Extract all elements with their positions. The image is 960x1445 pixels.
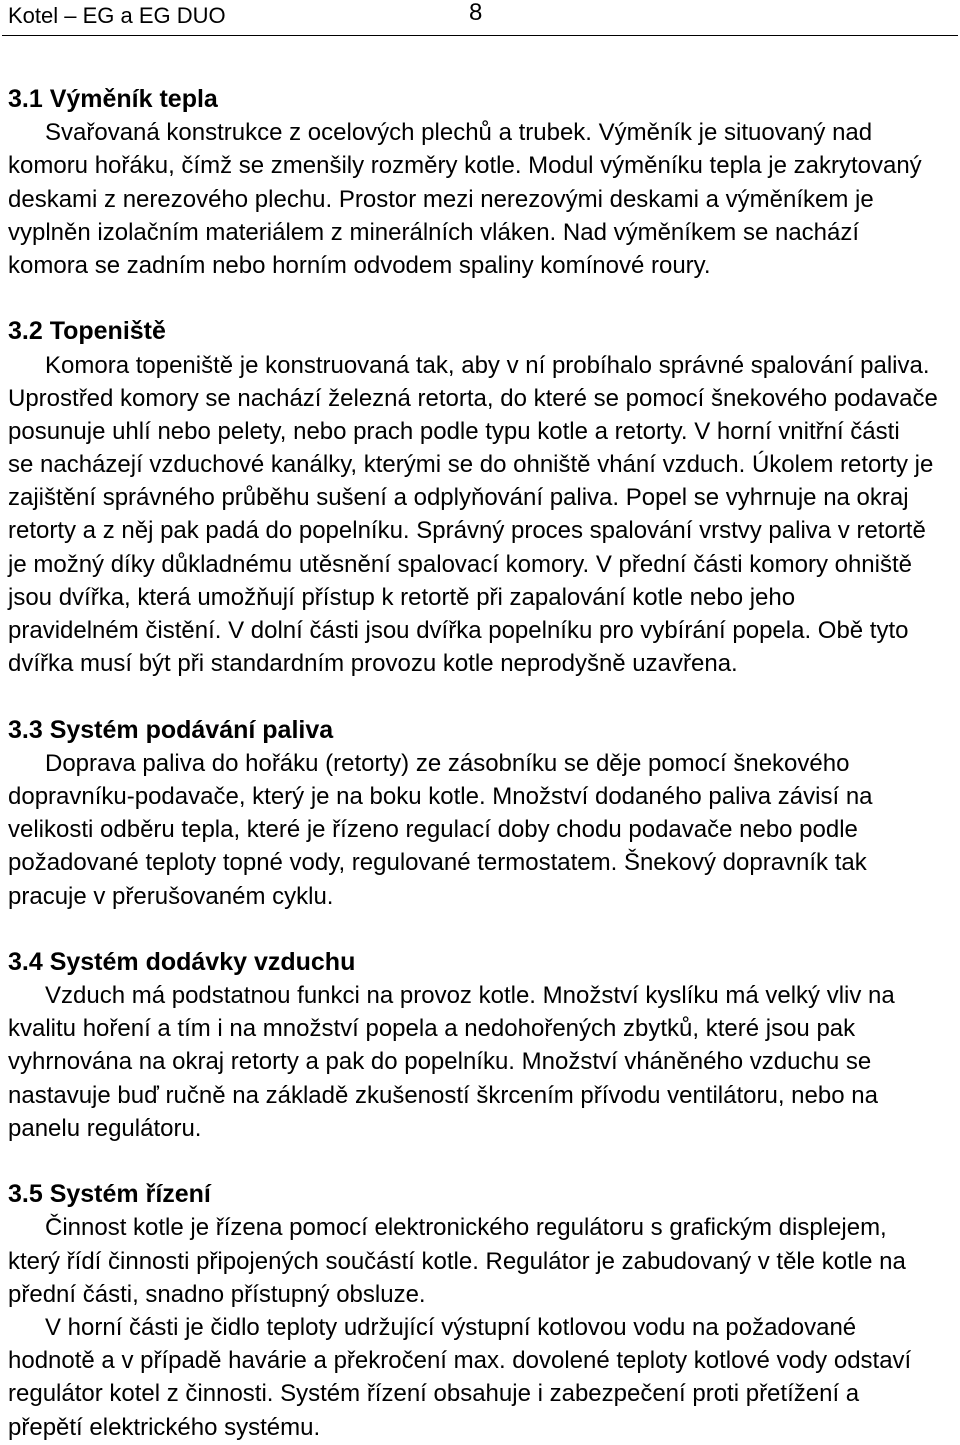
section-3-5 xyxy=(8,1178,952,1444)
paragraph xyxy=(8,979,952,1145)
text-line: velikosti odběru tepla, které je řízeno regulací doby chodu podavače nebo podle xyxy=(8,816,858,844)
section-3-3 xyxy=(8,714,952,913)
text-line: kvalitu hoření a tím i na množství popela a nedohořených zbytků, které jsou pak xyxy=(8,1015,856,1043)
text-line: nastavuje buď ručně na základě zkušeností škrcením přívodu ventilátoru, nebo na xyxy=(8,1081,878,1109)
text-line: je možný díky důkladnému utěsnění spalovací komory. V přední části komory ohniště xyxy=(8,550,912,578)
text-line: panelu regulátoru. xyxy=(8,1114,202,1142)
text-line: komoru hořáku, čímž se zmenšily rozměry kotle. Modul výměníku tepla je zakrytovaný xyxy=(8,152,922,180)
text-line: komora se zadním nebo horním odvodem spaliny komínové roury. xyxy=(8,251,711,279)
section-3-4 xyxy=(8,946,952,1145)
text-line: pravidelném čistění. V dolní části jsou dvířka popelníku pro vybírání popela. Obě tyto xyxy=(8,617,909,644)
text-line: hodnotě a v případě havárie a překročení max. dovolené teploty kotlové vody odstaví xyxy=(8,1347,912,1375)
page-number: 8 xyxy=(469,0,483,26)
text-line: Činnost kotle je řízena pomocí elektronického regulátoru s grafickým displejem, xyxy=(45,1214,887,1242)
text-line: dopravníku-podavače, který je na boku kotle. Množství dodaného paliva závisí na xyxy=(8,782,873,810)
paragraph xyxy=(8,1311,952,1444)
paragraph xyxy=(8,349,952,681)
section-heading: 3.5 Systém řízení xyxy=(8,1180,211,1209)
document-body xyxy=(8,83,952,1444)
paragraph xyxy=(8,747,952,913)
section-heading: 3.2 Topeniště xyxy=(8,317,166,346)
text-line: Doprava paliva do hořáku (retorty) ze zásobníku se děje pomocí šnekového xyxy=(45,749,850,777)
text-line: vyplněn izolačním materiálem z minerálních vláken. Nad výměníkem se nachází xyxy=(8,218,860,246)
text-line: dvířka musí být při standardním provozu kotle neprodyšně uzavřena. xyxy=(8,650,738,678)
text-line: požadované teploty topné vody, regulované termostatem. Šnekový dopravník tak xyxy=(8,849,867,877)
paragraph xyxy=(8,116,952,282)
text-line: deskami z nerezového plechu. Prostor mezi nerezovými deskami a výměníkem je xyxy=(8,185,874,213)
text-line: Svařovaná konstrukce z ocelových plechů a trubek. Výměník je situovaný nad xyxy=(45,119,873,147)
text-line: který řídí činnosti připojených součástí kotle. Regulátor je zabudovaný v těle kotle na xyxy=(8,1247,906,1275)
header-rule xyxy=(2,35,958,36)
text-line: Vzduch má podstatnou funkci na provoz kotle. Množství kyslíku má velký vliv na xyxy=(45,982,895,1010)
text-line: pracuje v přerušovaném cyklu. xyxy=(8,882,334,910)
paragraph xyxy=(8,1211,952,1311)
text-line: regulátor kotel z činnosti. Systém řízení obsahuje i zabezpečení proti přetížení a xyxy=(8,1380,860,1408)
text-line: přední části, snadno přístupný obsluze. xyxy=(8,1280,426,1308)
text-line: přepětí elektrického systému. xyxy=(8,1413,321,1441)
section-3-1 xyxy=(8,83,952,282)
header-title: Kotel – EG a EG DUO xyxy=(8,3,226,28)
text-line: posunuje uhlí nebo pelety, nebo prach podle typu kotle a retorty. V horní vnitřní části xyxy=(8,417,900,445)
text-line: V horní části je čidlo teploty udržující výstupní kotlovou vodu na požadované xyxy=(45,1313,857,1341)
text-line: zajištění správného průběhu sušení a odplyňování paliva. Popel se vyhrnuje na okraj xyxy=(8,484,909,512)
text-line: Komora topeniště je konstruovaná tak, aby v ní probíhalo správné spalování paliva. xyxy=(45,351,930,379)
section-heading: 3.4 Systém dodávky vzduchu xyxy=(8,947,356,976)
text-line: se nacházejí vzduchové kanálky, kterými se do ohniště vhání vzduch. Úkolem retorty je xyxy=(8,451,934,479)
section-heading: 3.3 Systém podávání paliva xyxy=(8,715,334,744)
text-line: retorty a z něj pak padá do popelníku. Správný proces spalování vrstvy paliva v retortě xyxy=(8,517,926,545)
text-line: vyhrnována na okraj retorty a pak do popelníku. Množství vháněného vzduchu se xyxy=(8,1048,872,1076)
section-3-2 xyxy=(8,315,952,680)
text-line: Uprostřed komory se nachází železná retorta, do které se pomocí šnekového podavače xyxy=(8,384,938,412)
section-heading: 3.1 Výměník tepla xyxy=(8,85,218,113)
text-line: jsou dvířka, která umožňují přístup k retortě při zapalování kotle nebo jeho xyxy=(8,583,796,611)
